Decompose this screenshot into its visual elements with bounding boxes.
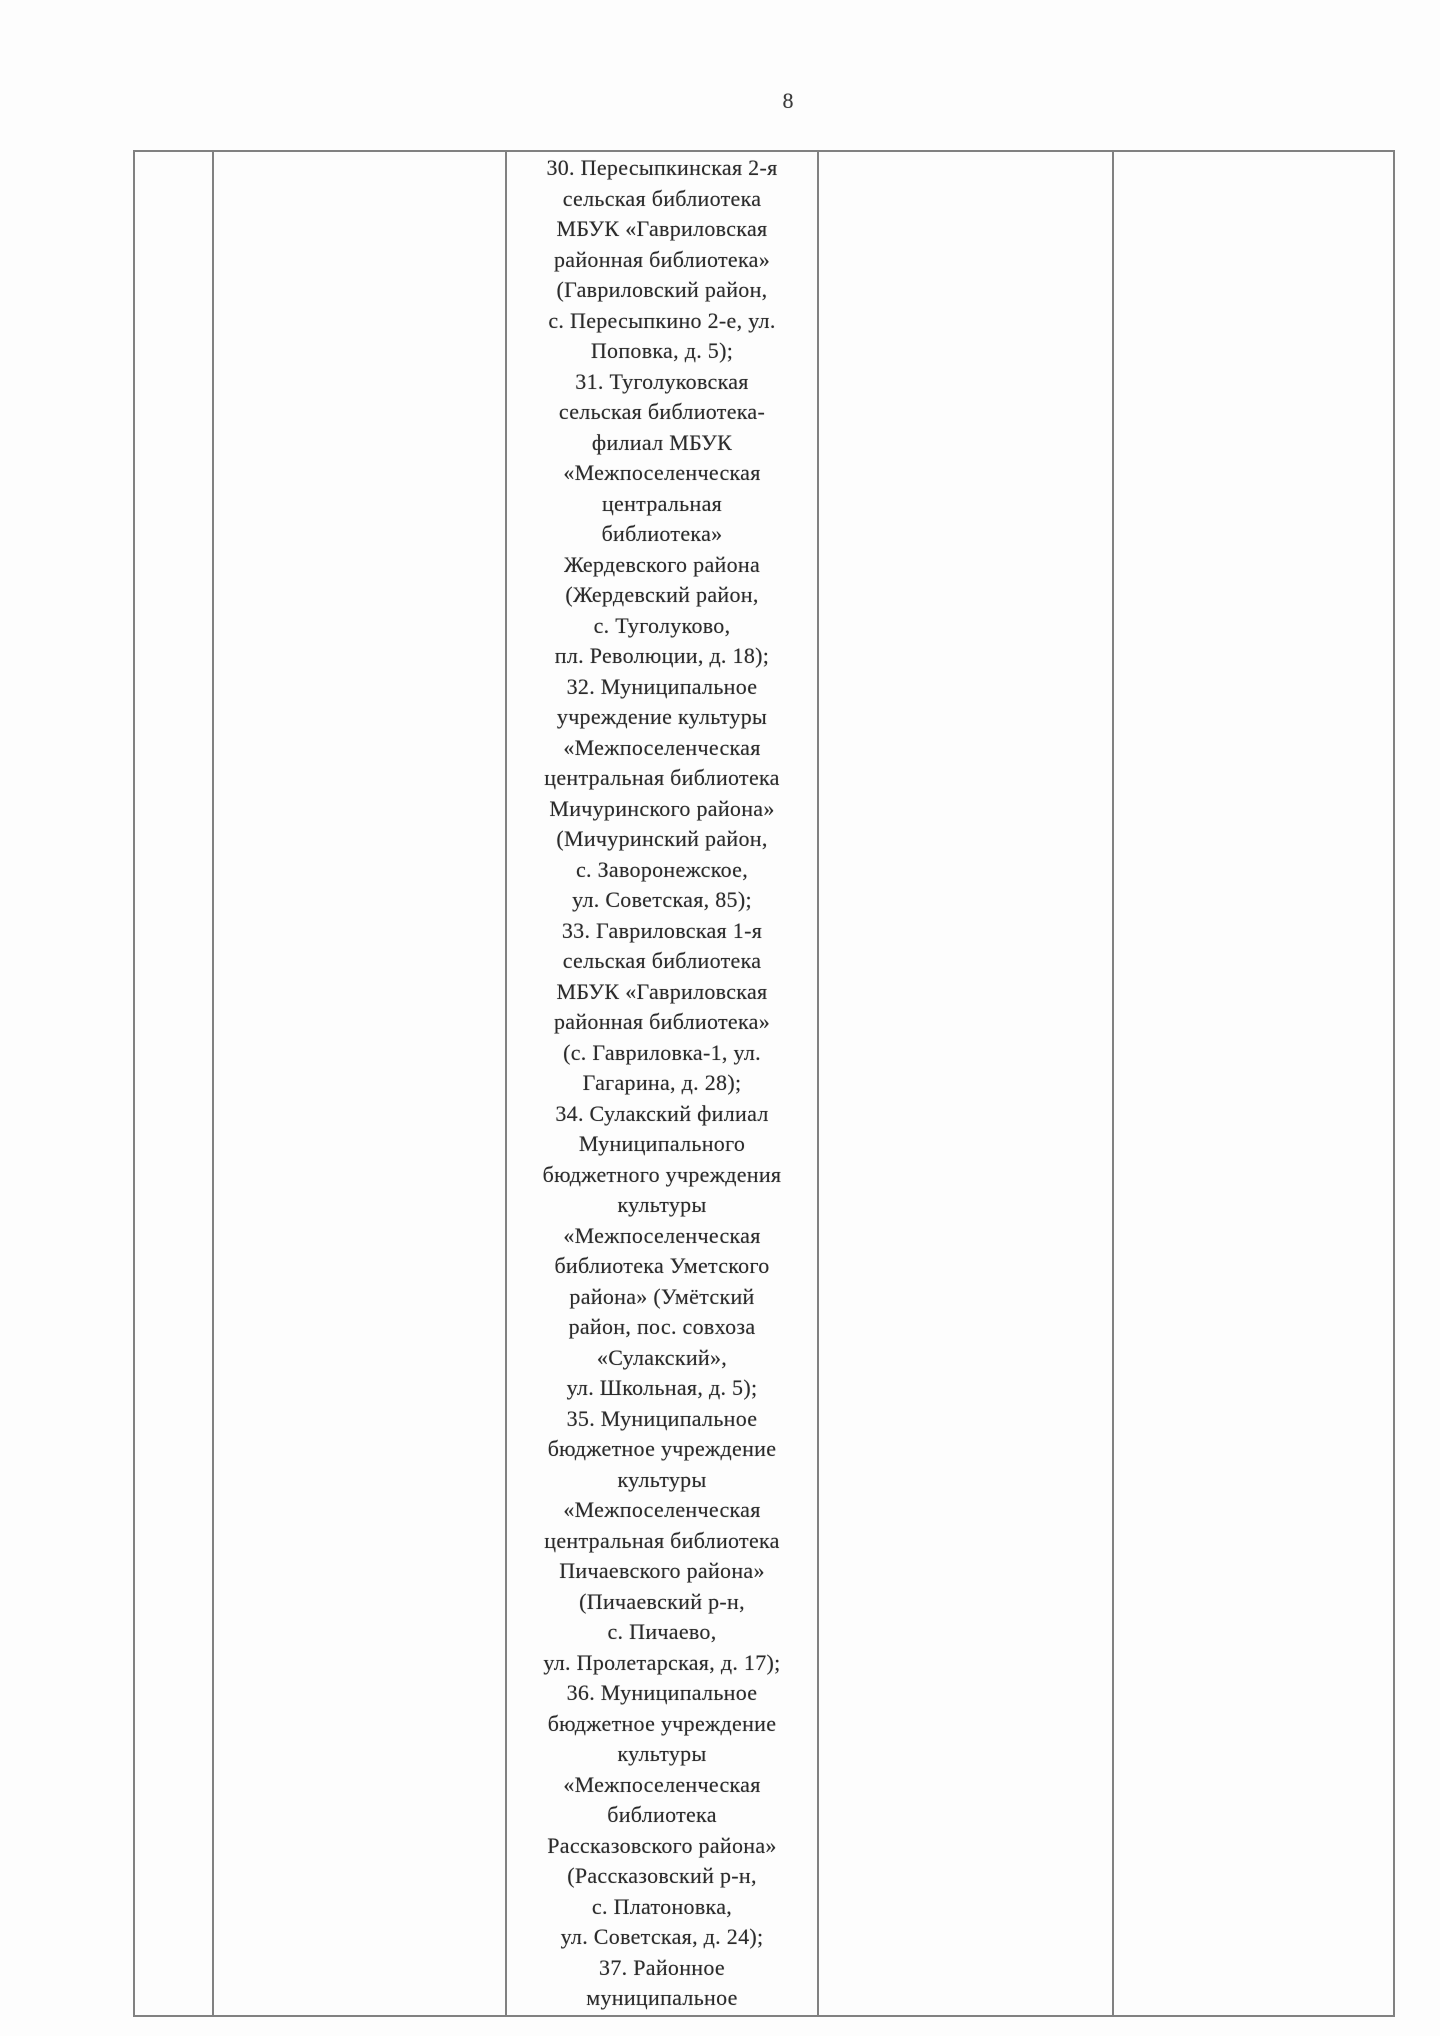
library-entry-line: культуры <box>617 1741 707 1766</box>
library-entry-line: 36. Муниципальное <box>566 1680 758 1705</box>
library-entry-line: «Межпоселенческая <box>563 1771 761 1797</box>
library-entry-line: района» (Умётский <box>569 1283 755 1309</box>
library-entry-line: бюджетное учреждение <box>547 1710 777 1736</box>
library-entry-line: (Жердевский район, <box>565 582 759 607</box>
library-entry-line: (Мичуринский район, <box>556 826 768 851</box>
library-entry-line: МБУК «Гавриловская <box>556 978 768 1004</box>
library-entry-line: 34. Сулакский филиал <box>555 1100 769 1126</box>
library-entry-line: с. Пересыпкино 2-е, ул. <box>548 307 776 333</box>
library-entry-line: районная библиотека» <box>553 246 771 272</box>
library-entry-line: культуры <box>617 1466 707 1492</box>
library-entry-line: «Межпоселенческая <box>563 460 761 485</box>
table-column-2 <box>214 152 507 2015</box>
library-entry-line: Пичаевского района» <box>559 1558 765 1583</box>
library-entry-line: (Гавриловский район, <box>556 277 768 302</box>
library-entry-line: 37. Районное <box>599 1954 725 1980</box>
library-entry-line: «Межпоселенческая <box>563 1222 761 1248</box>
library-entry-line: 30. Пересыпкинская 2-я <box>546 155 778 180</box>
library-entry-line: библиотека Уметского <box>554 1253 770 1278</box>
library-entry-line: с. Заворонежское, <box>575 856 749 882</box>
library-entry-line: центральная <box>601 490 723 516</box>
library-entry-line: с. Туголуково, <box>593 612 731 638</box>
page-number: 8 <box>782 88 794 113</box>
library-entry-line: сельская библиотека- <box>558 399 766 424</box>
library-entry-line: Мичуринского района» <box>549 795 775 821</box>
library-entry-line: «Межпоселенческая <box>563 1497 761 1522</box>
registry-table <box>133 150 1395 2017</box>
library-entry-line: Рассказовского района» <box>547 1832 777 1858</box>
library-entry-line: Жердевского района <box>563 551 761 577</box>
library-entry-line: ул. Советская, 85); <box>572 887 752 912</box>
library-entry-line: бюджетного учреждения <box>542 1161 782 1187</box>
library-entry-line: 31. Туголуковская <box>575 368 749 394</box>
library-entry-line: Гагарина, д. 28); <box>582 1070 742 1095</box>
library-entry-line: (Пичаевский р-н, <box>579 1588 745 1614</box>
library-entry-line: муниципальное <box>586 1985 738 2010</box>
library-entry-line: сельская библиотека <box>562 185 762 211</box>
library-entry-line: 35. Муниципальное <box>566 1405 758 1431</box>
library-entry-line: с. Платоновка, <box>591 1893 733 1919</box>
library-entry-line: библиотека» <box>601 521 723 546</box>
library-entry-line: ул. Советская, д. 24); <box>560 1924 764 1949</box>
library-entry-line: центральная библиотека <box>544 765 780 790</box>
library-entry-line: «Сулакский», <box>596 1344 728 1370</box>
library-list <box>482 152 842 2014</box>
library-entry-line: бюджетное учреждение <box>547 1436 777 1461</box>
library-entry-line: МБУК «Гавриловская <box>556 216 768 241</box>
library-entry-line: ул. Пролетарская, д. 17); <box>543 1649 781 1675</box>
library-entry-line: 32. Муниципальное <box>566 673 758 699</box>
library-entry-line: район, пос. совхоза <box>568 1314 756 1339</box>
library-entry-line: районная библиотека» <box>553 1009 771 1034</box>
table-column-1 <box>135 152 214 2015</box>
library-entry-line: центральная библиотека <box>544 1527 780 1553</box>
library-entry-line: (Рассказовский р-н, <box>567 1863 757 1888</box>
library-entry-line: (с. Гавриловка-1, ул. <box>563 1039 761 1065</box>
library-entry-line: учреждение культуры <box>556 704 768 729</box>
library-entry-line: сельская библиотека <box>562 948 762 973</box>
library-entry-line: культуры <box>617 1192 707 1217</box>
library-entry-line: ул. Школьная, д. 5); <box>566 1375 758 1400</box>
table-column-5 <box>1114 152 1393 2015</box>
library-entry-line: филиал МБУК <box>591 429 733 455</box>
library-entry-line: библиотека <box>607 1802 717 1827</box>
library-entry-line: пл. Революции, д. 18); <box>554 643 770 668</box>
library-entry-line: с. Пичаево, <box>607 1619 717 1644</box>
library-entry-line: Поповка, д. 5); <box>590 338 734 363</box>
library-entry-line: «Межпоселенческая <box>563 734 761 760</box>
table-column-4 <box>819 152 1114 2015</box>
table-column-3-library-list <box>507 152 819 2015</box>
library-entry-line: 33. Гавриловская 1-я <box>561 917 763 943</box>
library-entry-line: Муниципального <box>578 1131 746 1156</box>
